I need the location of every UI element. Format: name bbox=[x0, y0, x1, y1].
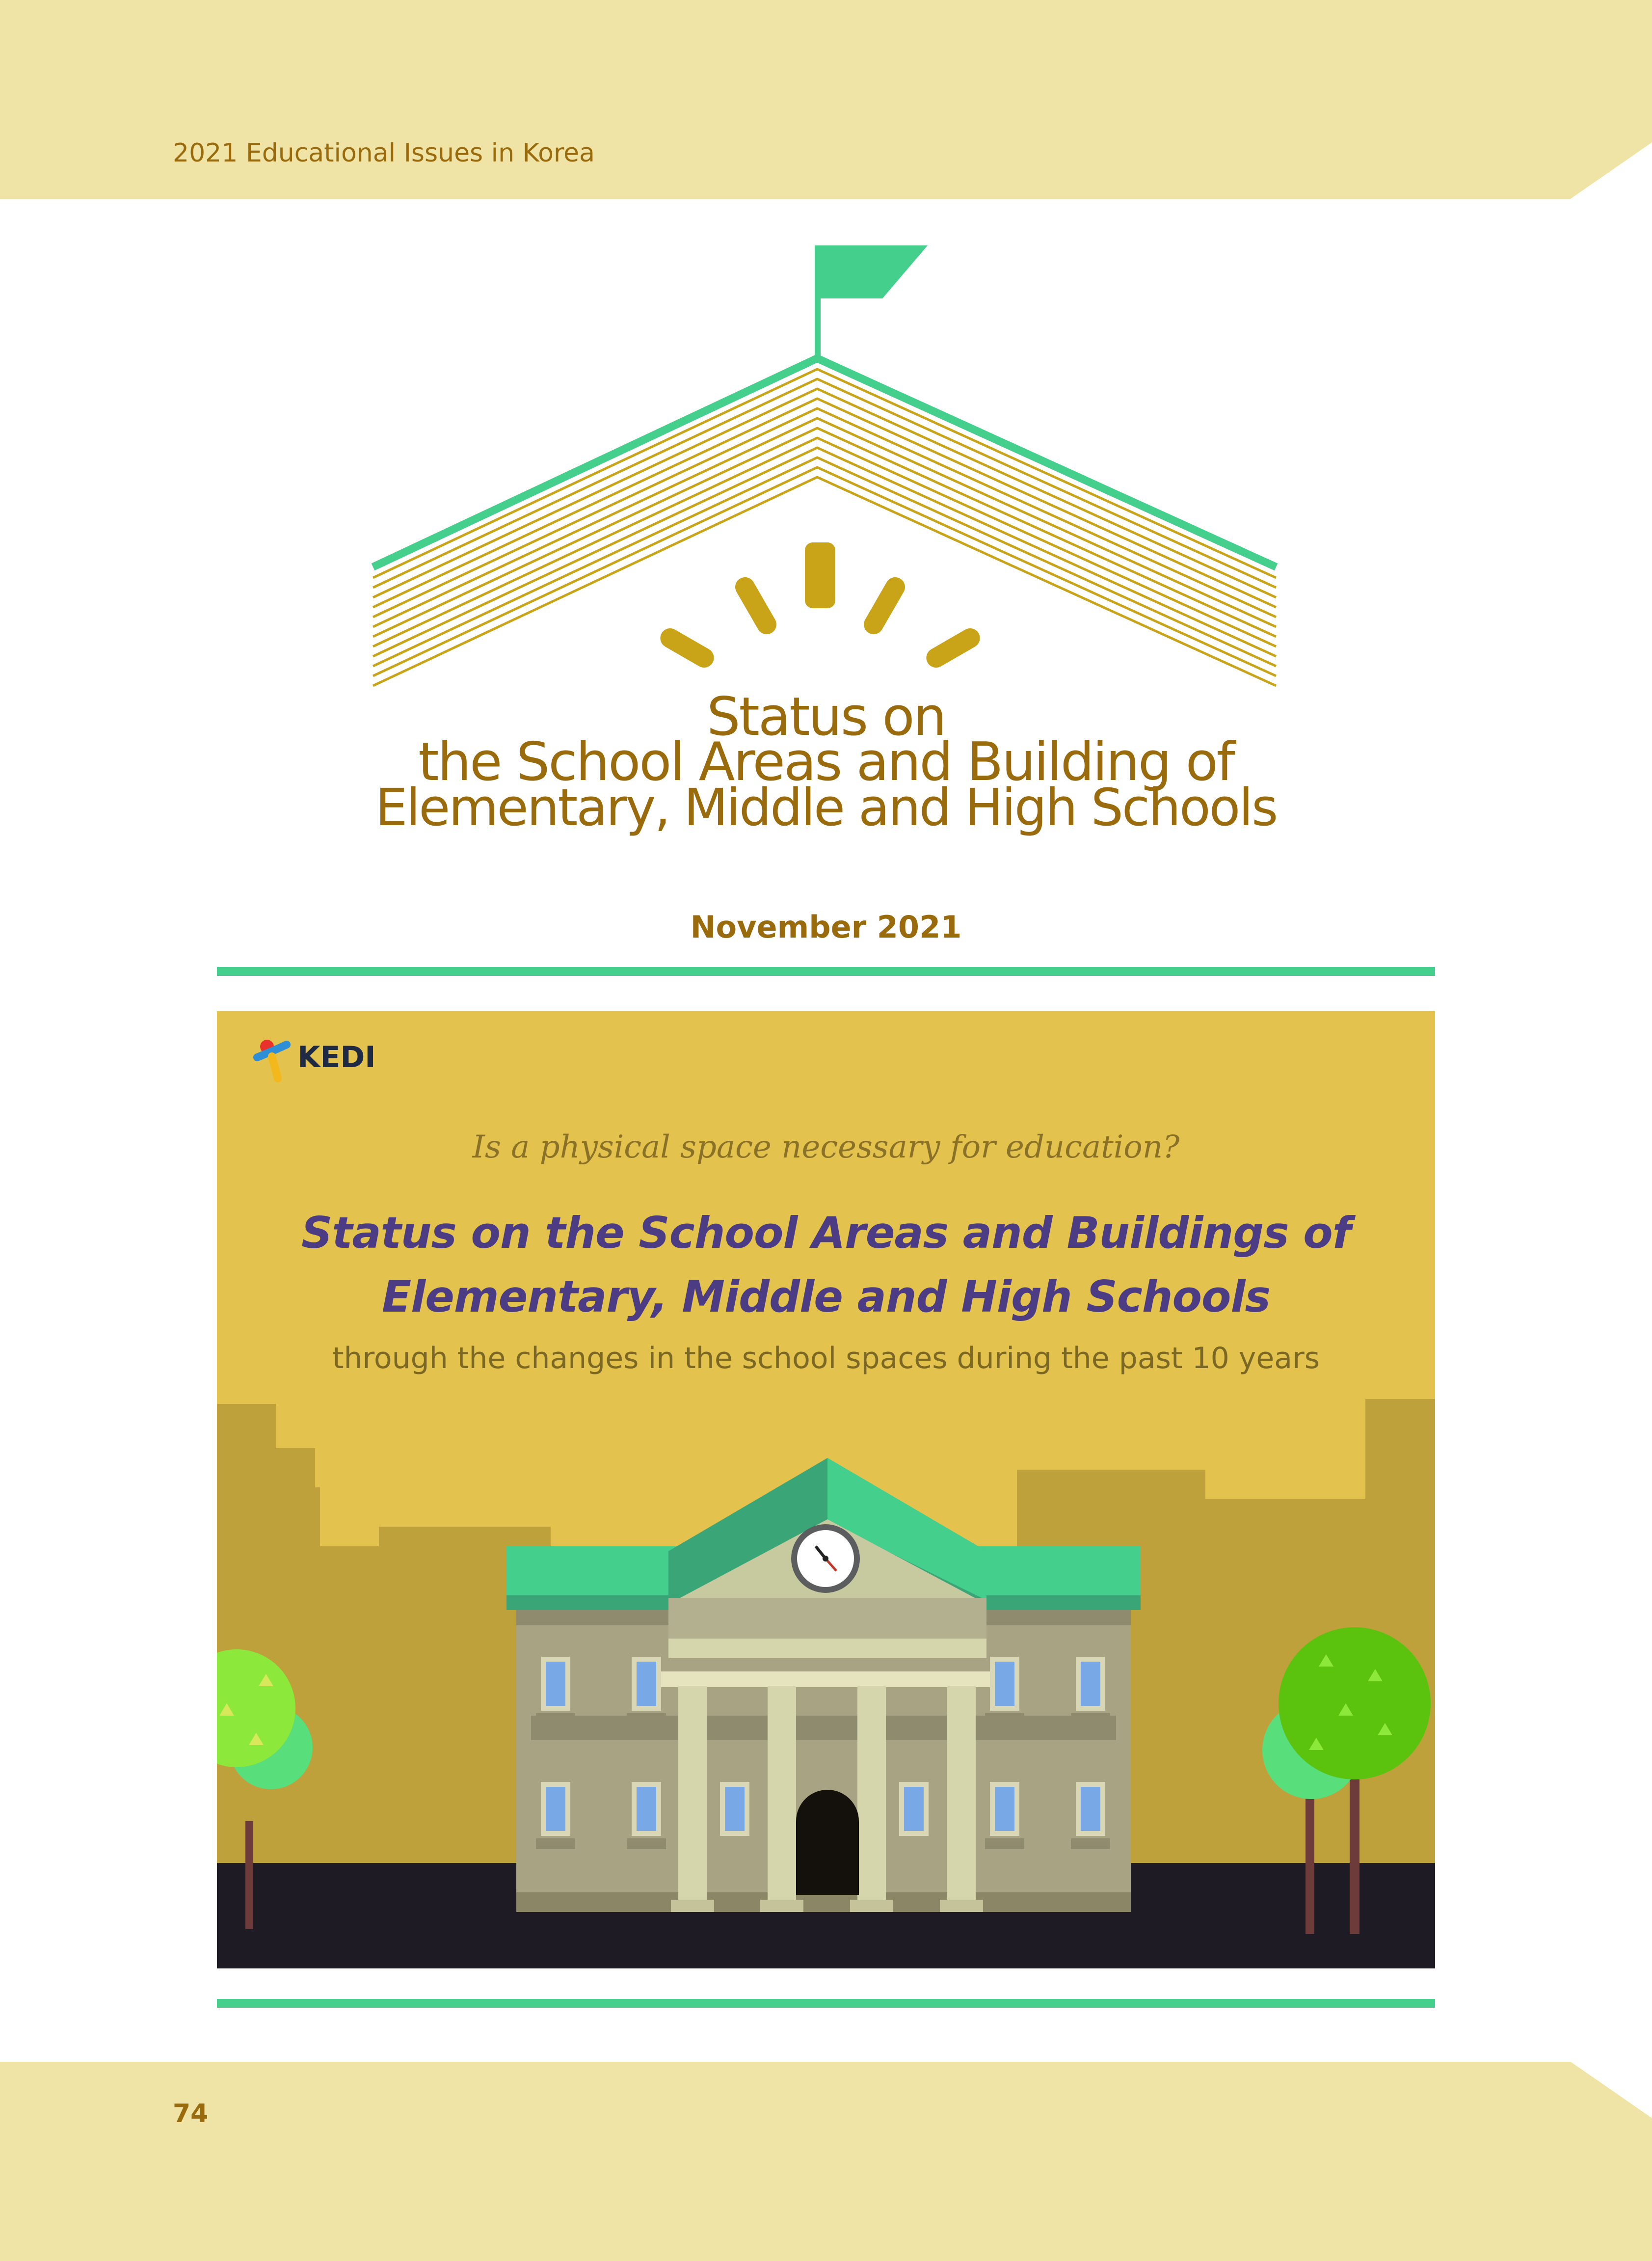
book-roof-emblem bbox=[363, 241, 1286, 719]
kedi-logo bbox=[252, 1032, 429, 1088]
document-title bbox=[0, 686, 1652, 837]
divider-bottom bbox=[217, 1999, 1435, 2008]
poster-title-line-1: Status on the School Areas and Buildings of bbox=[301, 1208, 1351, 1258]
poster-subtitle: through the changes in the school spaces during the past 10 years bbox=[332, 1341, 1320, 1375]
book-pages-icon bbox=[373, 369, 1276, 686]
infographic-poster bbox=[217, 1011, 1435, 1968]
publication-date: November 2021 bbox=[690, 909, 962, 945]
kedi-logo-icon bbox=[257, 1040, 287, 1078]
sunburst-icon bbox=[657, 542, 984, 671]
clock-icon bbox=[791, 1524, 860, 1593]
header-band bbox=[0, 0, 1652, 199]
poster-title-line-2: Elementary, Middle and High Schools bbox=[381, 1271, 1271, 1322]
running-header: 2021 Educational Issues in Korea bbox=[173, 138, 595, 168]
title-line-2: the School Areas and Building of bbox=[418, 731, 1234, 793]
title-line-1: Status on bbox=[707, 686, 945, 748]
divider-top bbox=[217, 967, 1435, 976]
svg-text:KEDI: KEDI bbox=[297, 1040, 376, 1075]
poster-question: Is a physical space necessary for education? bbox=[472, 1129, 1180, 1165]
title-line-3: Elementary, Middle and High Schools bbox=[375, 778, 1277, 837]
flag-icon bbox=[815, 245, 928, 359]
page-number: 74 bbox=[173, 2099, 209, 2128]
footer-band bbox=[0, 2062, 1652, 2261]
